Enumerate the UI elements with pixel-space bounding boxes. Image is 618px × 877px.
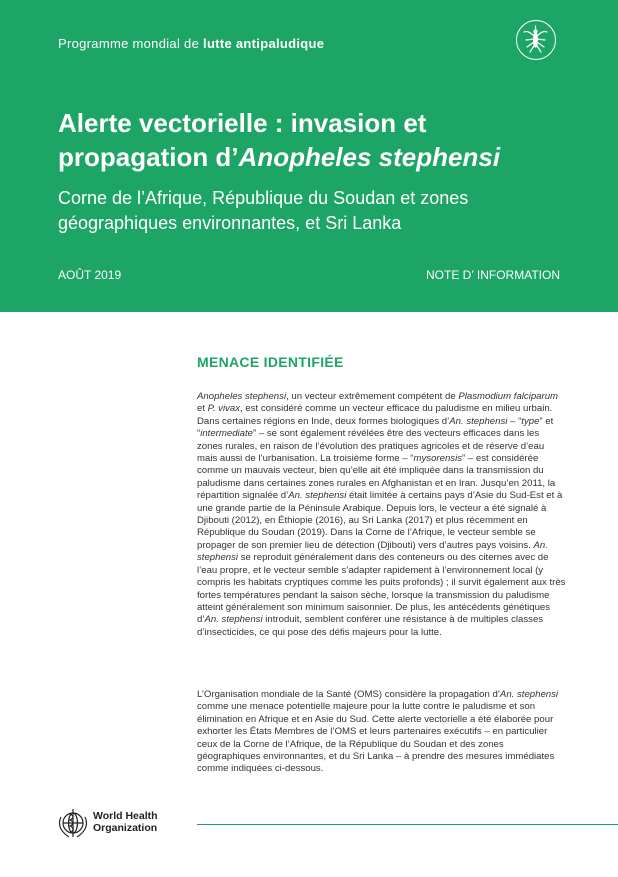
page-title: Alerte vectorielle : invasion et propagation d’Anopheles stephensi: [58, 108, 501, 172]
who-name: World Health Organization: [93, 810, 158, 834]
mosquito-icon: [516, 20, 556, 60]
section-heading: MENACE IDENTIFIÉE: [197, 354, 344, 370]
footer-divider: [197, 824, 618, 825]
paragraph-2: L’Organisation mondiale de la Santé (OMS) considère la propagation d’An. stephensi comme une menace potentielle majeure pour la lutte contre le paludisme et son élimination en Afrique et en Asie du Sud. Cette alerte vectorielle a été élaborée pour exhorter les États Membres de l’OMS et leurs partenaires exécutifs – en particulier ceux de la Corne de l’Afrique, de la République du Soudan et des zones géographiques environnantes, et du Sri Lanka – à prendre des mesures immédiates comme indiquées ci-dessous.: [197, 689, 559, 775]
header-banner: [0, 0, 618, 312]
paragraph-1: Anopheles stephensi, un vecteur extrêmement compétent de Plasmodium falciparum et P. vivax, est considéré comme un vecteur efficace du paludisme en milieu urbain. Dans certaines régions en Inde, deux formes biologiques d’An. stephensi – “type” et “intermediate” – se sont également révélées être des vecteurs efficaces dans les zones rurales, en raison de l’évolution des pratiques agricoles et de réserve d’eau mais aussi de l’urbanisation. La troisième forme – “mysorensis” – est considérée comme un mauvais vecteur, bien qu’elle ait été impliquée dans la transmission du paludisme dans certaines zones rurales en Afghanistan et en Iran. Jusqu’en 2011, la répartition signalée d’An. stephensi était limitée à certains pays d’Asie du Sud-Est et à une grande partie de la Péninsule Arabique. Depuis lors, le vecteur a été signalé à Djibouti (2012), en Éthiopie (2016), au Sri Lanka (2017) et plus récemment en République du Soudan (2019). Dans la Corne de l’Afrique, le vecteur semble se propager de son premier lieu de détection (Djibouti) vers d’autres pays voisins. An. stephensi se reproduit généralement dans des conteneurs ou des citernes avec de l’eau propre, et le vecteur semble s’adapter rapidement à l’environnement local (y compris les habitats cryptiques comme les puits profonds) ; il survit également aux très fortes températures pendant la saison sèche, lorsque la transmission du paludisme atteint généralement son minimum saisonnier. De plus, les antécédents génétiques d’An. stephensi introduit, semblent conférer une résistance à de multiples classes d’insecticides, ce qui pose des défis majeurs pour la lutte.: [197, 391, 566, 638]
page-subtitle: Corne de l’Afrique, République du Soudan et zones géographiques environnantes, et Sri Lanka: [58, 188, 469, 233]
who-logo: [56, 806, 176, 840]
who-emblem-icon: [56, 806, 90, 840]
document-type: NOTE D’ INFORMATION: [426, 268, 560, 282]
programme-name: Programme mondial de lutte antipaludique: [58, 36, 325, 51]
publication-date: AOÛT 2019: [58, 268, 122, 282]
